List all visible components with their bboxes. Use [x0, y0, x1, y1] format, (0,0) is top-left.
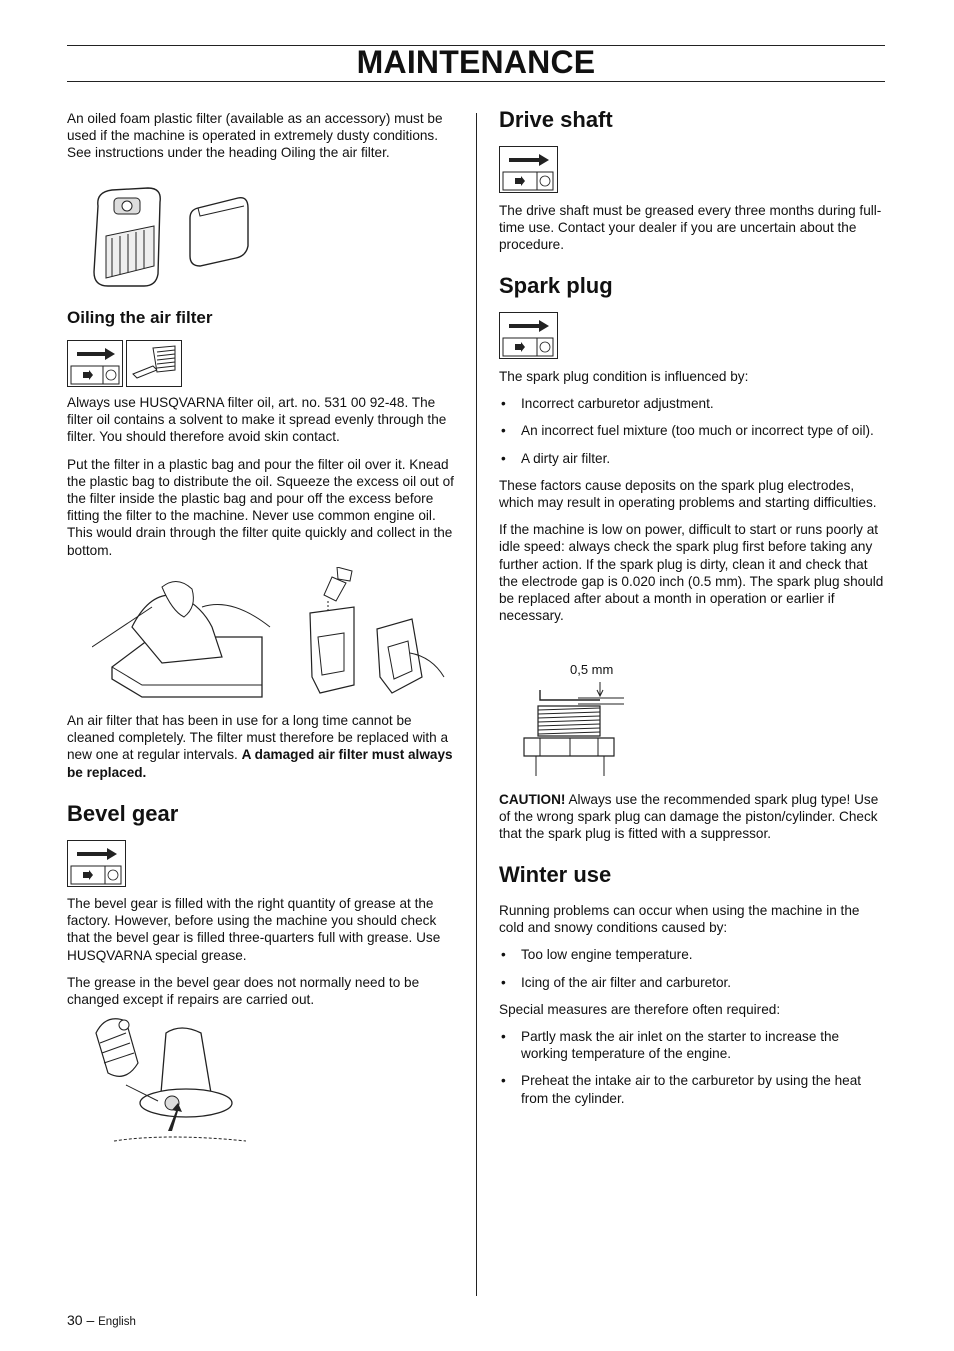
list-item: • Icing of the air filter and carburetor.: [499, 974, 887, 991]
list-item: • Incorrect carburetor adjustment.: [499, 395, 887, 412]
spark-plug-gap-illustration: [520, 660, 630, 780]
filter-oiling-illustration: [92, 567, 452, 702]
winter-heading: Winter use: [499, 862, 612, 887]
bevel-paragraph-2: The grease in the bevel gear does not normally need to be changed except if repairs are carried out.: [67, 974, 420, 1008]
oiling-symbol-group: [67, 340, 183, 388]
list-item: • Too low engine temperature.: [499, 946, 887, 963]
longuse-regular: An air filter that has been in use for a long time cannot be cleaned completely. The filter must therefore be replaced with a new one at regular intervals.: [67, 713, 449, 763]
oiling-text: [67, 394, 455, 569]
drive-section: [499, 107, 887, 133]
intro-paragraph: An oiled foam plastic filter (available as an accessory) must be used if the machine is operated in extremely dusty conditions. See instructions under the heading Oiling the air filter.: [67, 111, 443, 161]
spark-intro: The spark plug condition is influenced by:: [499, 369, 749, 384]
page-title: MAINTENANCE: [356, 44, 596, 80]
longuse-bold: A damaged air filter must always be replaced.: [67, 747, 453, 780]
spark-paragraph-3: If the machine is low on power, difficult to start or runs poorly at idle speed: always check the spark plug first before taking any further action. If the spark plug is dirty, clean it and check that the electrode gap is 0.020 inch (0.5 mm). The spark plug should be replaced after about a month in operation or earlier if necessary.: [499, 522, 884, 624]
oiling-heading: Oiling the air filter: [67, 308, 213, 327]
bevel-gear-illustration: [86, 1013, 246, 1148]
bevel-paragraph-1: The bevel gear is filled with the right quantity of grease at the factory. However, before using the machine you should check that the bevel gear is filled three-quarters full with grease. Use HUSQVARNA special grease.: [67, 896, 441, 963]
longuse-paragraph: [67, 712, 455, 781]
list-item: • A dirty air filter.: [499, 450, 887, 467]
oiling-section: [67, 307, 455, 329]
spark-symbol: [499, 312, 559, 360]
winter-paragraph-2: Special measures are therefore often required:: [499, 1001, 781, 1017]
spark-bullet-list: [499, 395, 887, 467]
longuse-text: [67, 712, 455, 791]
winter-bullet-list-2: [499, 1028, 887, 1107]
winter-section: [499, 862, 887, 888]
column-divider: [476, 113, 477, 1296]
bevel-text: [67, 895, 455, 1018]
caution-body: Always use the recommended spark plug type! Use of the wrong spark plug can damage the piston/cylinder. Check that the spark plug is fitted with a suppressor.: [499, 792, 879, 842]
caution-label: CAUTION!: [499, 792, 566, 807]
drive-heading: Drive shaft: [499, 107, 613, 132]
footer-language: English: [98, 1316, 136, 1328]
winter-bullet-list: [499, 946, 887, 990]
bevel-heading: Bevel gear: [67, 801, 179, 826]
spark-heading: Spark plug: [499, 273, 613, 298]
gap-label: 0,5 mm: [570, 662, 614, 677]
list-item: • Partly mask the air inlet on the starter to increase the working temperature of the engine.: [499, 1028, 887, 1062]
page-footer: [67, 1312, 136, 1328]
drive-symbol: [499, 146, 559, 194]
drive-text: [499, 202, 887, 264]
bevel-section: [67, 801, 455, 827]
spark-section: [499, 273, 887, 299]
list-item: • Preheat the intake air to the carburetor by using the heat from the cylinder.: [499, 1072, 887, 1106]
caution-paragraph: [499, 791, 887, 843]
air-filter-illustration: [88, 186, 258, 291]
spark-text: [499, 368, 887, 634]
drive-paragraph: The drive shaft must be greased every three months during full-time use. Contact your dealer if you are uncertain about the procedure.: [499, 203, 882, 253]
bevel-symbol: [67, 840, 127, 888]
caution-text: [499, 791, 887, 853]
left-column: [67, 110, 455, 172]
winter-text: [499, 902, 887, 1117]
winter-intro: Running problems can occur when using the machine in the cold and snowy conditions caused by:: [499, 903, 860, 936]
spark-paragraph-2: These factors cause deposits on the spark plug electrodes, which may result in operating problems and starting difficulties.: [499, 477, 877, 511]
oiling-paragraph-1: Always use HUSQVARNA filter oil, art. no. 531 00 92-48. The filter oil contains a solvent to make it spread evenly through the filter. You should therefore avoid skin contact.: [67, 395, 447, 445]
list-item: • An incorrect fuel mixture (too much or incorrect type of oil).: [499, 422, 887, 439]
header-rule-bottom: [67, 81, 885, 82]
oiling-paragraph-2: Put the filter in a plastic bag and pour the filter oil over it. Knead the plastic bag to distribute the oil. Squeeze the excess oil out of the filter inside the plastic bag and pour off the excess before fitting the filter to the machine. Never use common engine oil. This would drain through the filter quite quickly and collect in the bottom.: [67, 456, 454, 558]
page-number: 30 –: [67, 1312, 99, 1328]
